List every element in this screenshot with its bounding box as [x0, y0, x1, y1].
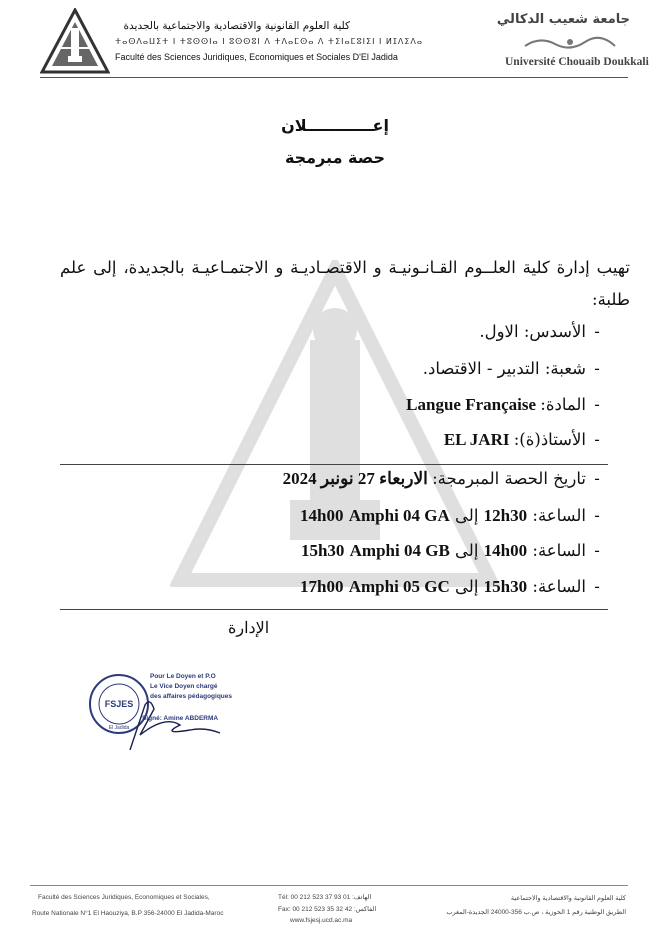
- administration-signature: الإدارة: [228, 618, 270, 637]
- intro-paragraph: تهيب إدارة كلية العلــوم القـانـونيـة و الاقتصـاديـة و الاجتمـاعيـة بالجديدة، إلى علم طلبة:: [60, 258, 630, 309]
- footer-address-fr-1: Faculté des Sciences Juridiques, Economiques et Sociales,: [38, 894, 210, 901]
- footer-address-fr-2: Route Nationale N°1 El Haouziya, B.P 356-24000 El Jadida-Maroc: [32, 910, 224, 917]
- official-stamp: [80, 665, 240, 755]
- faculty-logo: [40, 8, 110, 74]
- subject-line: -المادة: Langue Française: [406, 395, 600, 414]
- time-slot-gc: -الساعة: 15h30 إلى 17h00 Amphi 05 GC: [300, 577, 600, 596]
- footer-website: www.fsjesj.ucd.ac.ma: [290, 917, 353, 924]
- footer-fax: Fax: 00 212 523 35 32 42 :الفاكس: [278, 906, 377, 913]
- stamp-line-2: Le Vice Doyen chargé: [150, 683, 218, 690]
- seal-center-text: FSJES: [104, 699, 134, 709]
- session-date-line: -تاريخ الحصة المبرمجة: الاربعاء 27 نونبر 2024: [282, 469, 600, 488]
- stamp-line-4: Signé: Amine ABDERMA: [142, 715, 219, 722]
- footer-address-ar-2: الطريق الوطنية رقم 1 الحوزية ، ص.ب 356-24000 الجديدة-المغرب: [446, 909, 626, 916]
- semester-line: -الأسدس: الاول.: [479, 322, 600, 341]
- announcement-subtitle: حصة مبرمجة: [284, 148, 386, 167]
- professor-line: -الأستاذ(ة): EL JARI: [443, 430, 600, 449]
- faculty-name-tifinagh: ⵜⴰⵙⴷⴰⵡⵉⵜ ⵏ ⵜⵓⵙⵙⵏⴰ ⵏ ⵓⵙⵙⵓⵏ ⴷ ⵜⴷⴰⵎⵙⴰ ⴷ ⵜⵉⵏⴰⵎⵓⵏⵉⵏ ⵏ ⵍⵊⴷⵉⴷⴰ: [115, 37, 424, 46]
- footer-divider: [30, 885, 628, 886]
- header-divider: [40, 77, 628, 78]
- stamp-line-1: Pour Le Doyen et P.O: [150, 673, 216, 680]
- university-emblem: [520, 34, 620, 50]
- footer-tel: Tél: 00 212 523 37 93 01 :الهاتف: [278, 894, 372, 901]
- faculty-name-french: Faculté des Sciences Juridiques, Economiques et Sociales D'El Jadida: [115, 52, 398, 62]
- stamp-line-3: des affaires pédagogiques: [150, 693, 232, 700]
- branch-line: -شعبة: التدبير - الاقتصاد.: [422, 359, 600, 378]
- university-name-french: Université Chouaib Doukkali: [505, 56, 649, 68]
- footer-address-ar-1: كلية العلوم القانونية والاقتصادية والاجتماعية: [510, 895, 626, 902]
- schedule-bottom-rule: [60, 609, 608, 610]
- faculty-name-arabic: كلية العلوم القانونية والاقتصادية والاجتماعية بالجديدة: [123, 20, 350, 32]
- time-slot-ga: -الساعة: 12h30 إلى 14h00 Amphi 04 GA: [300, 506, 600, 525]
- schedule-top-rule: [60, 464, 608, 465]
- announcement-title: إعــــــــــــلان: [281, 116, 389, 135]
- time-slot-gb: -الساعة: 14h00 إلى 15h30 Amphi 04 GB: [300, 541, 600, 560]
- seal-bottom-text: El Jadida: [108, 725, 130, 731]
- signature-scribble-icon: [110, 695, 230, 753]
- university-name-arabic: جامعة شعيب الدكالي: [496, 12, 630, 27]
